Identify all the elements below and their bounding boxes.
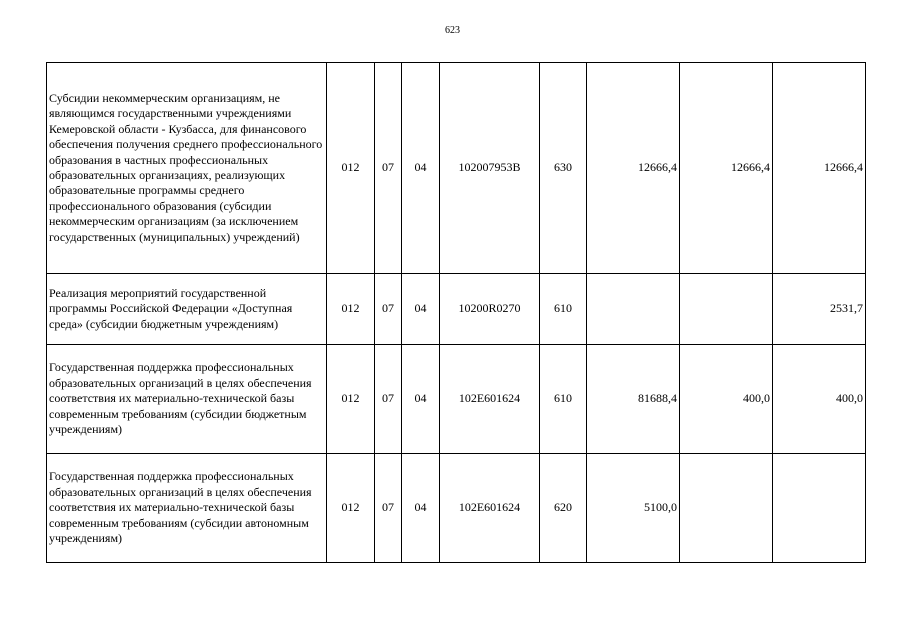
sum-year3-cell: 2531,7	[773, 274, 866, 345]
table-row	[47, 454, 866, 563]
subsection-code-cell: 04	[402, 454, 440, 563]
sum-year3-cell: 12666,4	[773, 63, 866, 274]
sum-year1-cell: 81688,4	[587, 345, 680, 454]
target-article-cell: 102007953В	[440, 63, 540, 274]
sum-year3-cell	[773, 454, 866, 563]
table-row	[47, 63, 866, 274]
table-row	[47, 345, 866, 454]
page-number: 623	[445, 25, 460, 36]
section-code-cell: 07	[375, 63, 402, 274]
section-code-cell: 07	[375, 345, 402, 454]
table-row	[47, 274, 866, 345]
subsection-code-cell: 04	[402, 63, 440, 274]
sum-year1-cell: 12666,4	[587, 63, 680, 274]
expense-name-cell: Субсидии некоммерческим организациям, не являющимся государственными учреждениями Кемеровской области - Кузбасса, для финансового обеспечения получения среднего профессионального образования в частных профессиональных образовательных организациях, реализующих образовательные программы среднего профессионального образования (субсидии некоммерческим организациям (за исключением государственных (муниципальных) учреждений)	[47, 63, 327, 274]
expense-type-cell: 610	[540, 274, 587, 345]
sum-year2-cell	[680, 454, 773, 563]
sum-year1-cell: 5100,0	[587, 454, 680, 563]
expense-type-cell: 630	[540, 63, 587, 274]
section-code-cell: 07	[375, 274, 402, 345]
sum-year1-cell	[587, 274, 680, 345]
expense-type-cell: 610	[540, 345, 587, 454]
sum-year2-cell: 12666,4	[680, 63, 773, 274]
subsection-code-cell: 04	[402, 345, 440, 454]
ministry-code-cell: 012	[327, 274, 375, 345]
expense-name-cell: Государственная поддержка профессиональных образовательных организаций в целях обеспечения соответствия их материально-технической базы современным требованиям (субсидии автономным учреждениям)	[47, 454, 327, 563]
expense-type-cell: 620	[540, 454, 587, 563]
ministry-code-cell: 012	[327, 454, 375, 563]
sum-year3-cell: 400,0	[773, 345, 866, 454]
expense-name-cell: Реализация мероприятий государственной программы Российской Федерации «Доступная среда» (субсидии бюджетным учреждениям)	[47, 274, 327, 345]
section-code-cell: 07	[375, 454, 402, 563]
subsection-code-cell: 04	[402, 274, 440, 345]
ministry-code-cell: 012	[327, 63, 375, 274]
expense-name-cell: Государственная поддержка профессиональных образовательных организаций в целях обеспечения соответствия их материально-технической базы современным требованиям (субсидии бюджетным учреждениям)	[47, 345, 327, 454]
sum-year2-cell	[680, 274, 773, 345]
target-article-cell: 102Е601624	[440, 454, 540, 563]
budget-table	[46, 62, 866, 563]
target-article-cell: 102Е601624	[440, 345, 540, 454]
ministry-code-cell: 012	[327, 345, 375, 454]
target-article-cell: 10200R0270	[440, 274, 540, 345]
sum-year2-cell: 400,0	[680, 345, 773, 454]
